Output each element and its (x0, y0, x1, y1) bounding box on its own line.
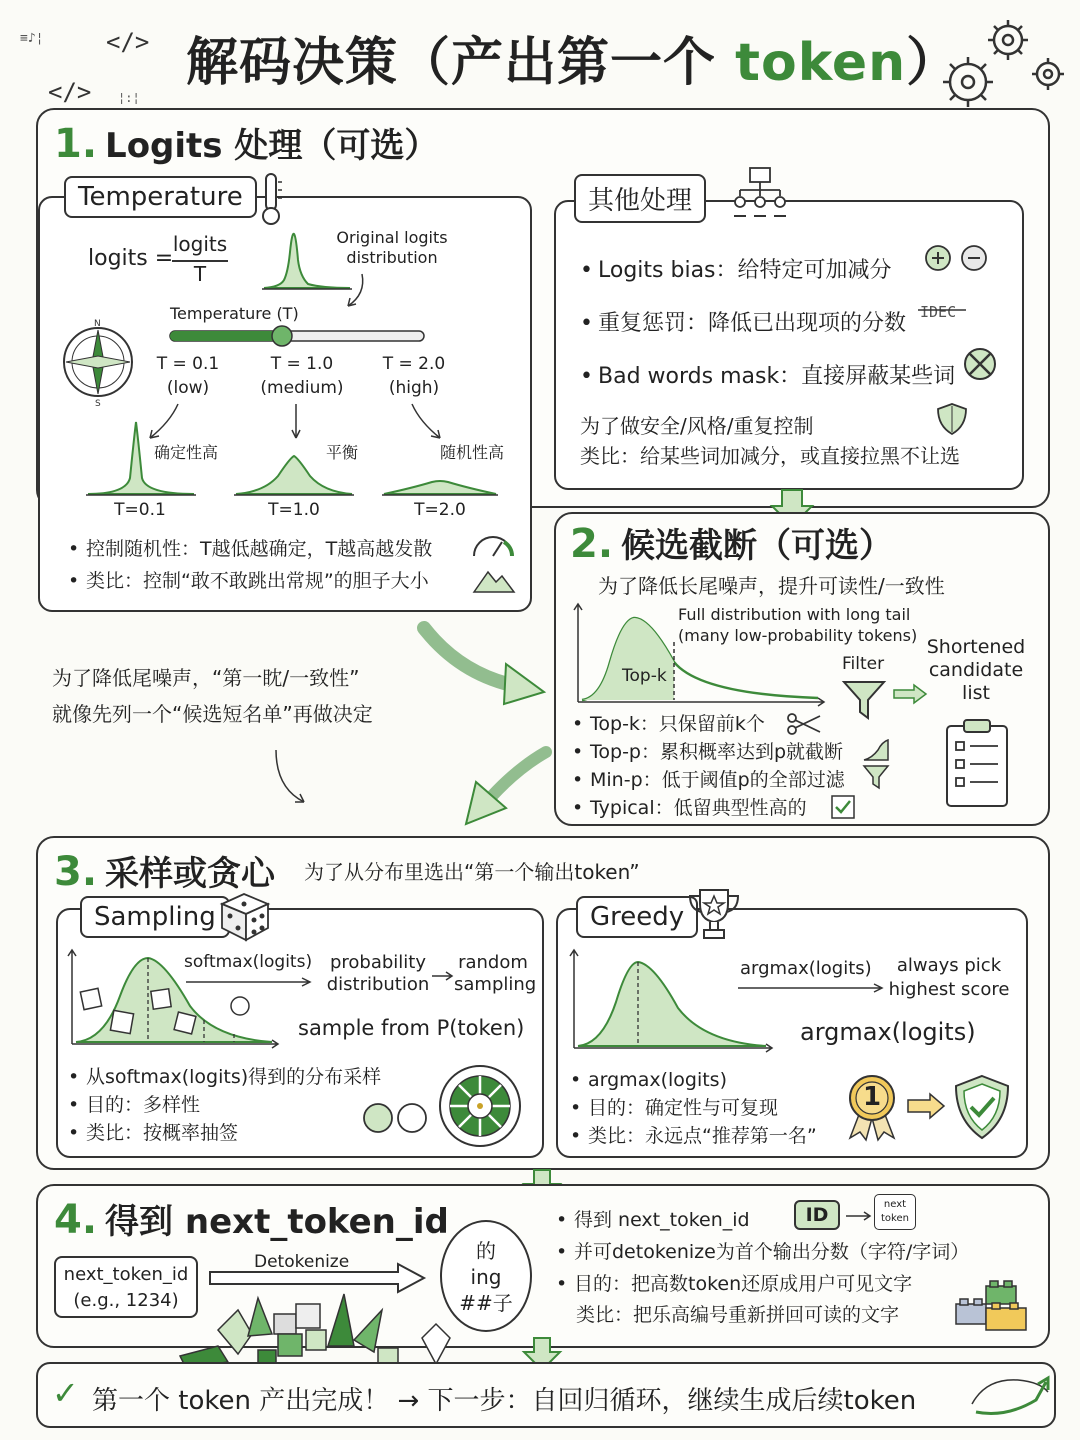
greedy-bullets (570, 1066, 817, 1150)
section-4-heading (54, 1194, 449, 1243)
temp-high-label: T = 2.0 (high) (382, 354, 446, 398)
temp-medium-label: T = 1.0 (medium) (260, 354, 344, 398)
sampling-bullet: • 目的：多样性 (68, 1091, 381, 1119)
scissors-icon (786, 712, 822, 736)
arrow-softmax (184, 976, 314, 988)
other-processing-bullets (580, 244, 955, 403)
gear-icon (930, 12, 1070, 112)
section-2-number: 2. (570, 521, 614, 567)
filter-icon (842, 678, 886, 722)
block-icon (962, 346, 998, 382)
formula-numerator: logits (172, 232, 228, 256)
truncation-bullet: • Top-p：累积概率达到p就截断 (572, 738, 845, 766)
temperature-slider[interactable] (168, 324, 428, 348)
other-bullet: • Bad words mask：直接屏蔽某些词 (580, 350, 955, 403)
random-sampling-label: random sampling (454, 952, 537, 995)
token-bullet: • 得到 next_token_id (556, 1204, 969, 1236)
lego-icon (952, 1280, 1032, 1336)
svg-text:N: N (94, 319, 101, 329)
section-3-title: 采样或贪心 (105, 854, 276, 894)
side-note-2: 就像先列一个“候选短名单”再做决定 (52, 702, 373, 726)
check-icon (830, 794, 856, 820)
medal-arrow (906, 1092, 946, 1120)
truncation-bullet: • Top-k：只保留前k个 (572, 710, 845, 738)
caption-high: T=2.0 (414, 500, 466, 520)
page-title (186, 20, 959, 95)
probability-label: probability distribution (326, 952, 430, 995)
formula-left: logits = (88, 246, 174, 271)
gauge-icon (470, 530, 516, 560)
temperature-tag: Temperature (64, 176, 257, 218)
note-low: 确定性高 (154, 443, 219, 462)
funnel-small-icon (862, 764, 890, 790)
section-2-subtitle: 为了降低长尾噪声，提升可读性/一致性 (598, 574, 945, 598)
svg-text:IDEC: IDEC (920, 303, 957, 321)
plus-icon (924, 244, 952, 272)
title-accent: token (735, 33, 907, 93)
dice-icon (218, 890, 272, 942)
other-note-1: 为了做安全/风格/重复控制 (580, 414, 814, 438)
code-icon (18, 22, 158, 112)
arrow-curve (340, 272, 380, 312)
sample-from-label: sample from P(token) (298, 1016, 525, 1040)
other-bullet: • 重复惩罚：降低已出现项的分数 (580, 297, 955, 350)
sampling-bullets (68, 1063, 381, 1147)
formula-denominator: T (193, 262, 207, 286)
small-curve-arrow (272, 748, 312, 808)
other-bullet: • Logits bias：给特定可加减分 (580, 244, 955, 297)
full-distribution-label: Full distribution with long tail (many low-probability tokens) (678, 605, 918, 645)
softmax-label: softmax(logits) (184, 952, 313, 972)
svg-text:S: S (95, 399, 101, 409)
temperature-bullets (68, 533, 432, 597)
arrow-prob (430, 970, 456, 982)
strikethrough-icon (918, 298, 968, 324)
section-1-heading (54, 118, 438, 167)
topk-chart-label: Top-k (622, 666, 667, 686)
note-mid: 平衡 (326, 443, 359, 462)
slider-label: Temperature (T) (170, 304, 299, 323)
code-decoration (18, 22, 158, 112)
greedy-tag: Greedy (576, 896, 698, 938)
thermometer-icon (256, 172, 286, 226)
curve-arrow-left (462, 748, 552, 828)
section-2-heading (570, 518, 893, 567)
token-bullet: • 目的：把高数token还原成用户可见文字 (556, 1268, 969, 1300)
footer-check-icon: ✓ (52, 1374, 79, 1412)
temperature-bullet: • 类比：控制“敢不敢跳出常规”的胆子大小 (68, 565, 432, 597)
temperature-bullet: • 控制随机性：T越低越确定，T越高越发散 (68, 533, 432, 565)
section-3-number: 3. (54, 849, 98, 895)
svg-text:¦:¦: ¦:¦ (118, 91, 140, 105)
caption-mid: T=1.0 (268, 500, 320, 520)
title-close: ） (906, 33, 960, 93)
sampling-bullet: • 从softmax(logits)得到的分布采样 (68, 1063, 381, 1091)
section-4-analogy: 类比：把乐高编号重新拼回可读的文字 (576, 1304, 900, 1326)
detokenize-label: Detokenize (254, 1252, 350, 1272)
section-3-subtitle: 为了从分布里选出“第一个输出token” (304, 860, 640, 884)
wheel-icon (356, 1060, 526, 1150)
shield-check-icon (952, 1074, 1012, 1142)
sampling-bullet: • 类比：按概率抽签 (68, 1119, 381, 1147)
title-main: 解码决策（产出第一个 (186, 33, 736, 93)
section-1-title: Logits 处理（可选） (105, 126, 439, 166)
temp-low-label: T = 0.1 (low) (156, 354, 220, 398)
greedy-bullet: • 目的：确定性与可复现 (570, 1094, 817, 1122)
footer-text: 第一个 token 产出完成！ → 下一步：自回归循环，继续生成后续token (92, 1386, 917, 1416)
section-2-title: 候选截断（可选） (621, 526, 894, 566)
greedy-bullet: • 类比：永远点“推荐第一名” (570, 1122, 817, 1150)
truncation-bullet: • Min-p：低于阈值p的全部过滤 (572, 766, 845, 794)
id-arrow (844, 1210, 874, 1222)
shortened-list-label: Shortened candidate list (926, 636, 1026, 704)
greedy-bullet: • argmax(logits) (570, 1066, 817, 1094)
token-bullet: • 并可detokenize为首个输出分数（字符/字词） (556, 1236, 969, 1268)
svg-text:</>: </> (106, 28, 150, 56)
next-token-id-box: next_token_id (e.g., 1234) (54, 1256, 198, 1318)
medal-number: 1 (862, 1082, 882, 1112)
svg-text:≡♪¦: ≡♪¦ (20, 31, 44, 46)
token-bubble: 的 ing ##子 (440, 1220, 532, 1332)
loop-arrow-icon (966, 1370, 1056, 1420)
section-1-number: 1. (54, 121, 98, 167)
original-logits-label: Original logits distribution (336, 228, 448, 267)
caption-low: T=0.1 (114, 500, 166, 520)
clipboard-icon (944, 718, 1010, 810)
crystal-icon (178, 1290, 458, 1370)
note-high: 随机性高 (440, 443, 505, 462)
argmax-small-label: argmax(logits) (740, 958, 872, 979)
shield-icon (936, 402, 968, 436)
other-note-2: 类比：给某些词加减分，或直接拉黑不让选 (580, 444, 960, 468)
next-token-mini-tag: next token (874, 1194, 916, 1230)
cumulative-icon (862, 738, 890, 762)
other-processing-tag: 其他处理 (574, 174, 706, 223)
section-4-title: 得到 next_token_id (105, 1202, 449, 1242)
section-3-heading (54, 846, 275, 895)
hierarchy-icon (730, 166, 790, 220)
always-pick-label: always pick highest score (888, 955, 1010, 1000)
right-arrow (892, 684, 928, 704)
filter-label: Filter (842, 654, 885, 674)
id-badge: ID (794, 1200, 840, 1230)
side-note-1: 为了降低尾噪声，“第一眈/一致性” (52, 666, 360, 690)
arrow-argmax (736, 982, 886, 994)
minus-icon (960, 244, 988, 272)
trophy-icon (686, 886, 742, 942)
sampling-tag: Sampling (80, 896, 230, 938)
mountain-icon (472, 566, 516, 594)
section-4-number: 4. (54, 1197, 98, 1243)
svg-text:</>: </> (48, 78, 92, 106)
compass-icon (58, 318, 138, 408)
big-curve-arrow (420, 624, 550, 714)
argmax-big-label: argmax(logits) (800, 1018, 976, 1046)
truncation-bullet: • Typical：低留典型性高的 (572, 794, 845, 822)
